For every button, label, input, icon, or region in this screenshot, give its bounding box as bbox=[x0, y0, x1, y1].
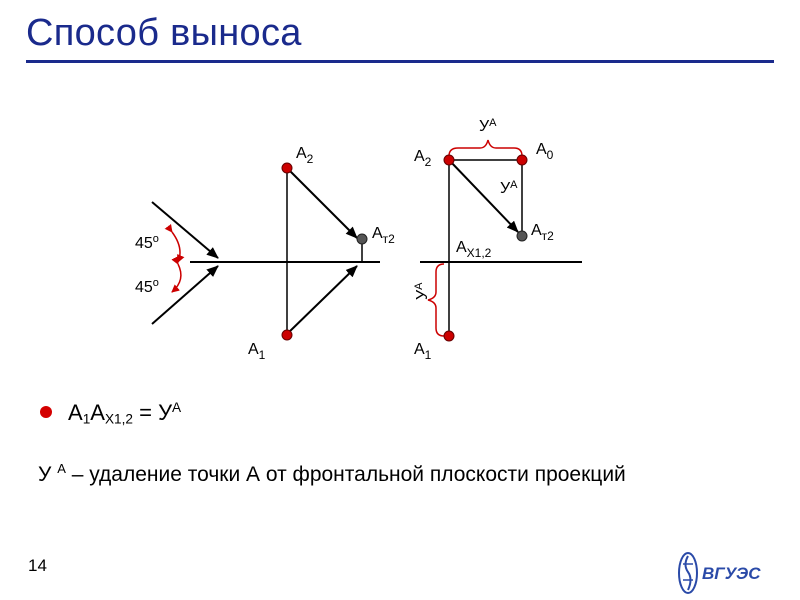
label-ax12-right: $A_{X1,2}$ bbox=[456, 239, 492, 260]
label-a1-left: $A_1$ bbox=[248, 341, 266, 362]
point-a0-right bbox=[517, 155, 527, 165]
rotation-arrow-lower bbox=[287, 266, 357, 334]
bullet-dot bbox=[40, 406, 52, 418]
label-a2-left: $A_2$ bbox=[296, 145, 314, 166]
slide-title: Способ выноса bbox=[26, 12, 302, 54]
view-arrow-upper bbox=[152, 202, 218, 258]
university-logo bbox=[676, 550, 776, 596]
point-a1-left bbox=[282, 330, 292, 340]
label-a1-right: $A_1$ bbox=[414, 341, 432, 362]
point-a1-right bbox=[444, 331, 454, 341]
formula-bullet: $A_1A_{X1,2} = У^A$ bbox=[40, 400, 181, 427]
label-ya-vertical: $У^A$ bbox=[413, 282, 431, 300]
label-a0-right: $A_0$ bbox=[536, 141, 554, 162]
logo-text: ВГУЭС bbox=[702, 564, 761, 583]
formula-ya: У bbox=[158, 400, 173, 426]
formula-ax: A bbox=[90, 400, 105, 426]
angle-arc-upper bbox=[172, 232, 180, 262]
label-at2-left: $A_{т2}$ bbox=[372, 225, 395, 246]
rotation-arrow-upper bbox=[287, 168, 357, 238]
label-ya-diagonal: $У^A$ bbox=[500, 179, 518, 197]
angle-label-lower: 45$^o$ bbox=[135, 277, 159, 296]
angle-label-upper: 45$^o$ bbox=[135, 233, 159, 252]
definition-text: У $^A$ – удаление точки А от фронтальной плоскости проекций bbox=[38, 461, 626, 486]
formula-a1: A bbox=[68, 400, 83, 426]
point-at2-right bbox=[517, 231, 527, 241]
point-a2-left bbox=[282, 163, 292, 173]
page-number: 14 bbox=[28, 556, 47, 575]
point-at2-left bbox=[357, 234, 367, 244]
label-ya-top: $У^A$ bbox=[479, 117, 497, 135]
logo-emblem-icon bbox=[679, 553, 697, 593]
label-a2-right: $A_2$ bbox=[414, 148, 432, 169]
label-at2-right: $A_{т2}$ bbox=[531, 222, 554, 243]
angle-arc-lower bbox=[172, 264, 181, 292]
brace-top bbox=[449, 140, 522, 156]
view-arrow-lower bbox=[152, 266, 218, 324]
point-a2-right bbox=[444, 155, 454, 165]
